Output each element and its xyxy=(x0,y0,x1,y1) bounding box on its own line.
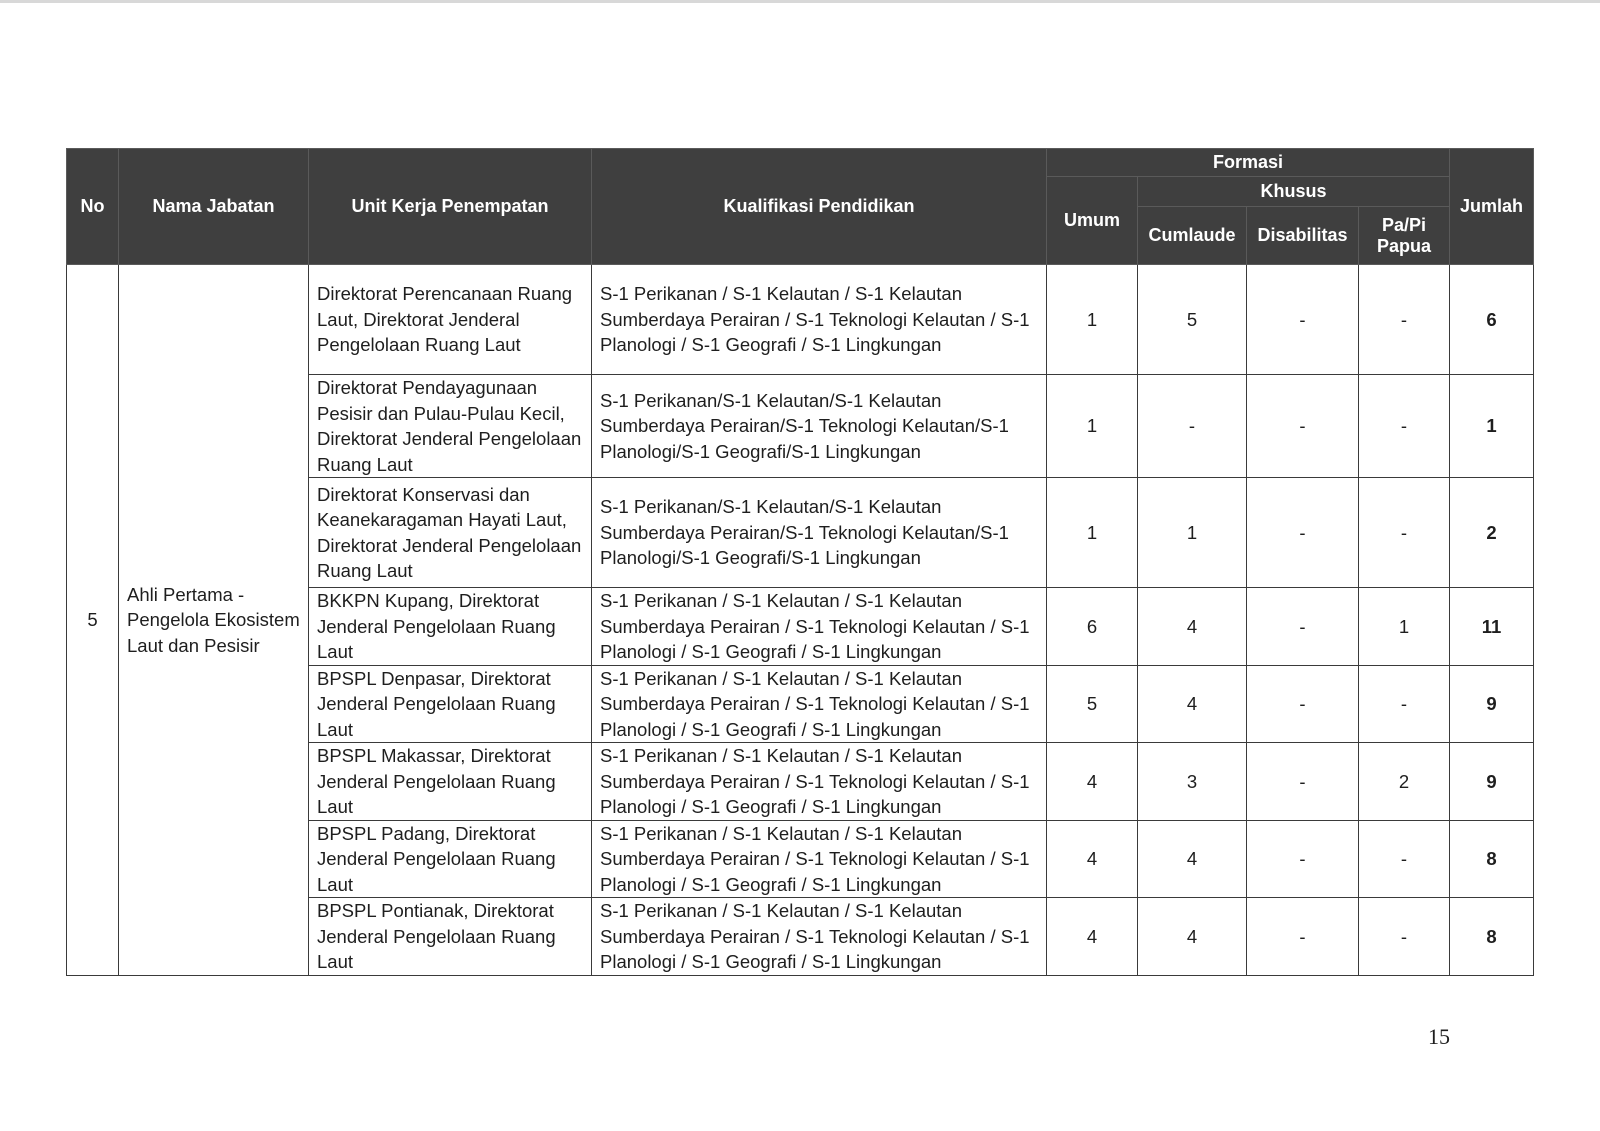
header-disabilitas: Disabilitas xyxy=(1247,207,1359,265)
cell-papua: 1 xyxy=(1359,588,1450,666)
cell-unit: Direktorat Perencanaan Ruang Laut, Direktorat Jenderal Pengelolaan Ruang Laut xyxy=(309,265,592,375)
cell-kualifikasi: S-1 Perikanan / S-1 Kelautan / S-1 Kelautan Sumberdaya Perairan / S-1 Teknologi Kelautan / S-1 Planologi / S-1 Geografi / S-1 Lingkungan xyxy=(592,588,1047,666)
cell-papua: - xyxy=(1359,820,1450,898)
cell-unit: Direktorat Pendayagunaan Pesisir dan Pulau-Pulau Kecil, Direktorat Jenderal Pengelolaan Ruang Laut xyxy=(309,375,592,478)
header-unit-kerja: Unit Kerja Penempatan xyxy=(309,149,592,265)
header-no: No xyxy=(67,149,119,265)
header-jumlah: Jumlah xyxy=(1450,149,1534,265)
cell-kualifikasi: S-1 Perikanan/S-1 Kelautan/S-1 Kelautan Sumberdaya Perairan/S-1 Teknologi Kelautan/S-1 Planologi/S-1 Geografi/S-1 Lingkungan xyxy=(592,375,1047,478)
cell-cumlaude: 4 xyxy=(1138,665,1247,743)
cell-papua: - xyxy=(1359,898,1450,976)
cell-unit: BPSPL Padang, Direktorat Jenderal Pengelolaan Ruang Laut xyxy=(309,820,592,898)
cell-no: 5 xyxy=(67,265,119,976)
cell-jumlah: 1 xyxy=(1450,375,1534,478)
cell-kualifikasi: S-1 Perikanan / S-1 Kelautan / S-1 Kelautan Sumberdaya Perairan / S-1 Teknologi Kelautan / S-1 Planologi / S-1 Geografi / S-1 Lingkungan xyxy=(592,743,1047,821)
header-cumlaude: Cumlaude xyxy=(1138,207,1247,265)
cell-papua: - xyxy=(1359,265,1450,375)
cell-umum: 4 xyxy=(1047,743,1138,821)
cell-jumlah: 8 xyxy=(1450,820,1534,898)
header-formasi: Formasi xyxy=(1047,149,1450,177)
cell-cumlaude: - xyxy=(1138,375,1247,478)
cell-cumlaude: 4 xyxy=(1138,588,1247,666)
cell-disabilitas: - xyxy=(1247,265,1359,375)
header-papua: Pa/Pi Papua xyxy=(1359,207,1450,265)
cell-papua: - xyxy=(1359,665,1450,743)
cell-cumlaude: 3 xyxy=(1138,743,1247,821)
cell-umum: 4 xyxy=(1047,898,1138,976)
cell-cumlaude: 1 xyxy=(1138,478,1247,588)
cell-unit: BPSPL Pontianak, Direktorat Jenderal Pengelolaan Ruang Laut xyxy=(309,898,592,976)
cell-unit: BKKPN Kupang, Direktorat Jenderal Pengelolaan Ruang Laut xyxy=(309,588,592,666)
cell-kualifikasi: S-1 Perikanan / S-1 Kelautan / S-1 Kelautan Sumberdaya Perairan / S-1 Teknologi Kelautan / S-1 Planologi / S-1 Geografi / S-1 Lingkungan xyxy=(592,820,1047,898)
formasi-table xyxy=(66,148,1534,976)
cell-unit: BPSPL Denpasar, Direktorat Jenderal Pengelolaan Ruang Laut xyxy=(309,665,592,743)
cell-kualifikasi: S-1 Perikanan/S-1 Kelautan/S-1 Kelautan Sumberdaya Perairan/S-1 Teknologi Kelautan/S-1 Planologi/S-1 Geografi/S-1 Lingkungan xyxy=(592,478,1047,588)
cell-unit: BPSPL Makassar, Direktorat Jenderal Pengelolaan Ruang Laut xyxy=(309,743,592,821)
page-top-edge xyxy=(0,0,1600,3)
cell-jumlah: 2 xyxy=(1450,478,1534,588)
cell-jumlah: 9 xyxy=(1450,743,1534,821)
header-umum: Umum xyxy=(1047,177,1138,265)
cell-kualifikasi: S-1 Perikanan / S-1 Kelautan / S-1 Kelautan Sumberdaya Perairan / S-1 Teknologi Kelautan / S-1 Planologi / S-1 Geografi / S-1 Lingkungan xyxy=(592,898,1047,976)
cell-jumlah: 11 xyxy=(1450,588,1534,666)
cell-disabilitas: - xyxy=(1247,478,1359,588)
table-row xyxy=(67,265,1534,375)
cell-disabilitas: - xyxy=(1247,820,1359,898)
cell-papua: - xyxy=(1359,478,1450,588)
header-nama-jabatan: Nama Jabatan xyxy=(119,149,309,265)
cell-jumlah: 6 xyxy=(1450,265,1534,375)
cell-umum: 1 xyxy=(1047,265,1138,375)
cell-umum: 1 xyxy=(1047,375,1138,478)
table-header xyxy=(67,149,1534,265)
cell-umum: 4 xyxy=(1047,820,1138,898)
cell-disabilitas: - xyxy=(1247,375,1359,478)
cell-umum: 1 xyxy=(1047,478,1138,588)
cell-papua: - xyxy=(1359,375,1450,478)
cell-jumlah: 8 xyxy=(1450,898,1534,976)
cell-cumlaude: 4 xyxy=(1138,820,1247,898)
cell-disabilitas: - xyxy=(1247,588,1359,666)
cell-umum: 5 xyxy=(1047,665,1138,743)
cell-disabilitas: - xyxy=(1247,898,1359,976)
table-body xyxy=(67,265,1534,976)
cell-cumlaude: 5 xyxy=(1138,265,1247,375)
cell-kualifikasi: S-1 Perikanan / S-1 Kelautan / S-1 Kelautan Sumberdaya Perairan / S-1 Teknologi Kelautan / S-1 Planologi / S-1 Geografi / S-1 Lingkungan xyxy=(592,265,1047,375)
cell-jumlah: 9 xyxy=(1450,665,1534,743)
cell-umum: 6 xyxy=(1047,588,1138,666)
cell-papua: 2 xyxy=(1359,743,1450,821)
header-kualifikasi: Kualifikasi Pendidikan xyxy=(592,149,1047,265)
page-number: 15 xyxy=(1428,1024,1450,1049)
cell-nama-jabatan: Ahli Pertama - Pengelola Ekosistem Laut dan Pesisir xyxy=(119,265,309,976)
cell-kualifikasi: S-1 Perikanan / S-1 Kelautan / S-1 Kelautan Sumberdaya Perairan / S-1 Teknologi Kelautan / S-1 Planologi / S-1 Geografi / S-1 Lingkungan xyxy=(592,665,1047,743)
cell-disabilitas: - xyxy=(1247,665,1359,743)
cell-cumlaude: 4 xyxy=(1138,898,1247,976)
cell-unit: Direktorat Konservasi dan Keanekaragaman Hayati Laut, Direktorat Jenderal Pengelolaan Ruang Laut xyxy=(309,478,592,588)
cell-disabilitas: - xyxy=(1247,743,1359,821)
header-khusus: Khusus xyxy=(1138,177,1450,207)
